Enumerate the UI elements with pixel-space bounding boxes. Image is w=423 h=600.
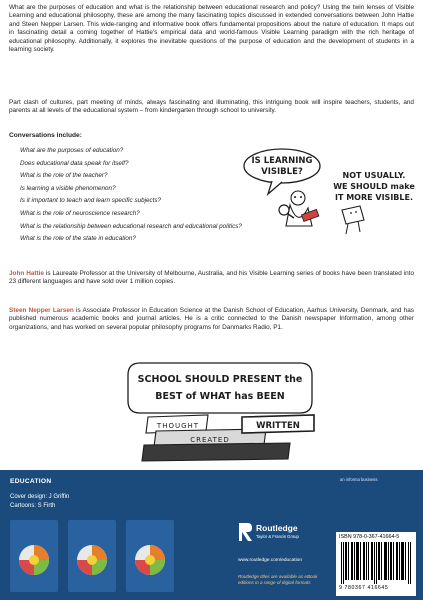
bubble-text-line-1: SCHOOL SHOULD PRESENT the bbox=[137, 374, 303, 385]
bubble-text-line-2: BEST of WHAT has BEEN bbox=[155, 391, 285, 402]
isbn-text: ISBN 978-0-367-41664-5 bbox=[339, 534, 400, 540]
conversation-item: What is the role of the state in education? bbox=[20, 235, 136, 243]
speech-bubble-tail bbox=[268, 181, 282, 194]
bubble-text-line-2: VISIBLE? bbox=[261, 167, 303, 177]
routledge-logo-icon bbox=[238, 522, 253, 542]
bio-text: is Laureate Professor at the University of Melbourne, Australia, and his Visible Learning series of books have been translated into 23 different languages and have sold over 1 million copies. bbox=[9, 270, 415, 286]
conversations-heading: Conversations include: bbox=[9, 132, 82, 139]
book-label-written: WRITTEN bbox=[256, 421, 300, 431]
barcode-icon bbox=[340, 542, 412, 584]
cover-design-credit: Cover design: J Griffin bbox=[10, 494, 70, 500]
cartoon-is-learning-visible bbox=[242, 148, 422, 238]
conversation-item: What is the relationship between educational research and educational politics? bbox=[20, 222, 242, 230]
author-name: Steen Nepper Larsen bbox=[9, 307, 74, 314]
publisher-subtitle: Taylor & Francis Group bbox=[256, 534, 299, 539]
figure-with-magnifier-drawing bbox=[279, 191, 319, 226]
bio-steen-nepper-larsen bbox=[9, 307, 414, 332]
author-name: John Hattie bbox=[9, 270, 44, 277]
cartoon-school-should-present bbox=[100, 355, 340, 465]
intro-paragraph-1: What are the purposes of education and what is the relationship between educational research and policy? Using the twin lenses of Visible Learning and educational philosophy, these are among the many fascinating topics discussed in extended conversations between John Hattie and Steen Nepper Larsen. This wide-ranging and informative book offers fundamental propositions about the nature of education. It maps out in fascinating detail a coming together of Hattie's empirical data and world-famous Visible Learning paradigm with the rich heritage of educational philosophy. Additionally, it explores the inevitable questions of the purpose of education and the development of students in a learning society. bbox=[9, 4, 414, 54]
ebook-note: Routledge titles are available as eBook editions in a range of digital formats bbox=[238, 574, 318, 585]
conversation-item: Is it important to teach and learn specific subjects? bbox=[20, 197, 162, 205]
speech-bubble bbox=[244, 149, 320, 183]
bio-text: is Associate Professor in Education Science at the Danish School of Education, Aarhus University, Denmark, and has published numerous academic books and journal articles. He is a critic connected to the Danish newspaper Information, among other organizations, and has worked on several popular philosophy programs for Danmarks Radio, P1. bbox=[9, 307, 414, 331]
book-creature-drawing bbox=[342, 206, 364, 234]
barcode-panel bbox=[336, 532, 416, 596]
conversation-item: What is the role of the teacher? bbox=[20, 172, 108, 180]
barcode-number: 9 780367 416645 bbox=[339, 585, 389, 591]
intro-paragraph-2: Part clash of cultures, part meeting of minds, always fascinating and illuminating, this intriguing book will inspire teachers, students, and parents at all levels of the educational system – from kindergarten through school to university. bbox=[9, 99, 414, 115]
informa-label: an informa business bbox=[340, 477, 378, 482]
footer-band bbox=[0, 470, 423, 600]
pie-graphic-icon bbox=[68, 520, 116, 592]
conversation-item: Is learning a visible phenomenon? bbox=[20, 184, 116, 192]
conversation-item: What are the purposes of education? bbox=[20, 147, 124, 154]
pie-graphic-icon bbox=[126, 520, 174, 592]
series-book-thumbnail bbox=[68, 520, 116, 592]
pie-graphic-icon bbox=[10, 520, 58, 592]
series-book-thumbnail bbox=[10, 520, 58, 592]
speech-bubble bbox=[128, 363, 312, 413]
book-label-thought: THOUGHT bbox=[156, 422, 200, 430]
series-book-thumbnail bbox=[126, 520, 174, 592]
bio-john-hattie bbox=[9, 270, 414, 287]
conversation-item: Does educational data speak for itself? bbox=[20, 159, 129, 167]
reply-text-line-1: NOT USUALLY. bbox=[342, 171, 406, 180]
reply-text-line-2: WE SHOULD make bbox=[333, 182, 415, 191]
book-label-created: CREATED bbox=[190, 436, 230, 444]
reply-text-line-3: IT MORE VISIBLE. bbox=[335, 193, 413, 202]
publisher-name: Routledge bbox=[256, 523, 298, 533]
conversation-item: What is the role of neuroscience research? bbox=[20, 209, 140, 217]
bubble-text-line-1: IS LEARNING bbox=[251, 156, 313, 166]
cartoons-credit: Cartoons: S Firth bbox=[10, 503, 56, 509]
subject-label: EDUCATION bbox=[10, 478, 52, 485]
publisher-url: www.routledge.com/education bbox=[238, 558, 302, 563]
conversations-list bbox=[20, 145, 242, 246]
